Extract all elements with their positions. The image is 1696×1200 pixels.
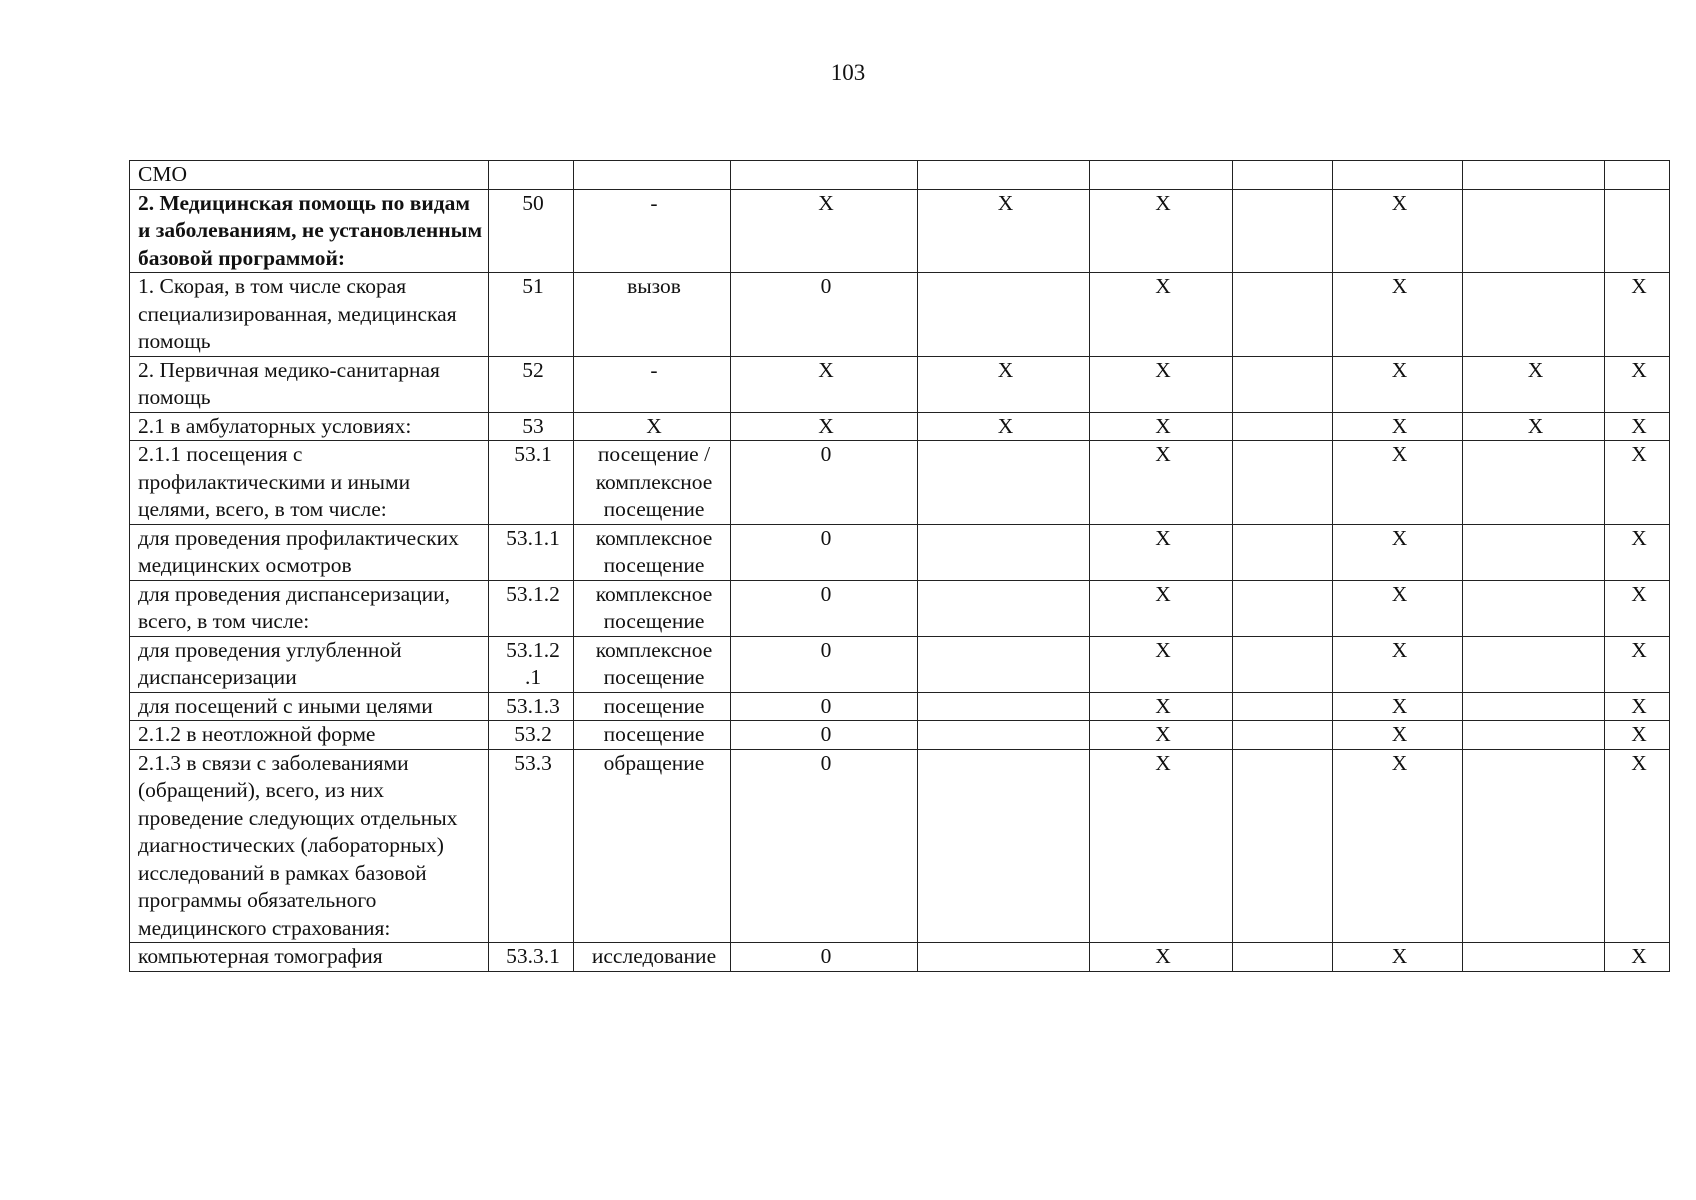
table-row [130, 636, 1670, 692]
unit-cell: X [574, 412, 731, 441]
row-name-cell: 2. Первичная медико-санитарная помощь [130, 356, 489, 412]
value-cell [1233, 161, 1333, 190]
value-cell: X [1090, 721, 1233, 750]
value-cell: X [1463, 356, 1605, 412]
value-cell: X [731, 356, 918, 412]
value-cell [1605, 161, 1670, 190]
value-cell: X [1333, 692, 1463, 721]
value-cell: X [1333, 636, 1463, 692]
value-cell [1233, 749, 1333, 943]
row-number-cell: 53.1.1 [489, 524, 574, 580]
unit-cell: обращение [574, 749, 731, 943]
row-number-cell: 53.1.2 .1 [489, 636, 574, 692]
row-number-cell: 53 [489, 412, 574, 441]
table-body [130, 161, 1670, 972]
row-name-cell: 1. Скорая, в том числе скорая специализированная, медицинская помощь [130, 273, 489, 357]
value-cell [1233, 412, 1333, 441]
value-cell [1233, 943, 1333, 972]
value-cell: X [1090, 412, 1233, 441]
value-cell [918, 721, 1090, 750]
unit-cell: комплексное посещение [574, 524, 731, 580]
page-number: 103 [830, 60, 866, 85]
row-number-cell: 51 [489, 273, 574, 357]
value-cell [1233, 356, 1333, 412]
unit-cell: посещение / комплексное посещение [574, 441, 731, 525]
value-cell [1463, 692, 1605, 721]
row-name-cell: 2.1 в амбулаторных условиях: [130, 412, 489, 441]
value-cell [1233, 524, 1333, 580]
table-row [130, 692, 1670, 721]
value-cell: X [1333, 749, 1463, 943]
value-cell [918, 161, 1090, 190]
row-number-cell: 50 [489, 189, 574, 273]
row-name-cell: 2.1.1 посещения с профилактическими и иными целями, всего, в том числе: [130, 441, 489, 525]
value-cell [1463, 161, 1605, 190]
value-cell [918, 580, 1090, 636]
unit-cell: комплексное посещение [574, 580, 731, 636]
value-cell [1233, 692, 1333, 721]
value-cell: X [1333, 356, 1463, 412]
value-cell [1233, 580, 1333, 636]
value-cell: X [731, 412, 918, 441]
value-cell: X [1333, 580, 1463, 636]
row-number-cell: 53.3.1 [489, 943, 574, 972]
value-cell: 0 [731, 721, 918, 750]
value-cell: X [731, 189, 918, 273]
row-name-cell: СМО [130, 161, 489, 190]
value-cell: 0 [731, 524, 918, 580]
value-cell: 0 [731, 441, 918, 525]
value-cell [1463, 749, 1605, 943]
table-row [130, 412, 1670, 441]
value-cell: 0 [731, 692, 918, 721]
row-number-cell [489, 161, 574, 190]
value-cell: X [918, 356, 1090, 412]
row-number-cell: 53.1.2 [489, 580, 574, 636]
table-row [130, 356, 1670, 412]
row-name-cell: 2.1.2 в неотложной форме [130, 721, 489, 750]
row-name-cell: компьютерная томография [130, 943, 489, 972]
table-row [130, 721, 1670, 750]
value-cell: X [1605, 636, 1670, 692]
unit-cell: вызов [574, 273, 731, 357]
table-row [130, 749, 1670, 943]
value-cell: X [1333, 943, 1463, 972]
value-cell: X [1090, 692, 1233, 721]
unit-cell: комплексное посещение [574, 636, 731, 692]
value-cell [1233, 636, 1333, 692]
table-row [130, 580, 1670, 636]
value-cell: X [1605, 721, 1670, 750]
row-number-cell: 53.3 [489, 749, 574, 943]
table-row [130, 524, 1670, 580]
value-cell: 0 [731, 749, 918, 943]
value-cell [1233, 189, 1333, 273]
value-cell [1233, 441, 1333, 525]
value-cell [1463, 721, 1605, 750]
value-cell [918, 441, 1090, 525]
value-cell: X [1090, 356, 1233, 412]
value-cell: X [1090, 524, 1233, 580]
value-cell [1463, 943, 1605, 972]
unit-cell: посещение [574, 692, 731, 721]
value-cell [918, 749, 1090, 943]
data-table [129, 160, 1670, 972]
value-cell [1605, 189, 1670, 273]
value-cell [1090, 161, 1233, 190]
value-cell: X [1605, 580, 1670, 636]
table-row [130, 161, 1670, 190]
value-cell: X [1090, 636, 1233, 692]
table-row [130, 943, 1670, 972]
value-cell: X [1605, 749, 1670, 943]
value-cell: X [1333, 189, 1463, 273]
unit-cell: - [574, 189, 731, 273]
value-cell: 0 [731, 636, 918, 692]
table-row [130, 273, 1670, 357]
row-name-cell: для посещений с иными целями [130, 692, 489, 721]
row-name-cell: для проведения диспансеризации, всего, в том числе: [130, 580, 489, 636]
row-number-cell: 53.1.3 [489, 692, 574, 721]
value-cell: X [918, 189, 1090, 273]
value-cell: 0 [731, 580, 918, 636]
value-cell: X [918, 412, 1090, 441]
value-cell [1463, 189, 1605, 273]
value-cell: X [1090, 943, 1233, 972]
value-cell: X [1333, 524, 1463, 580]
value-cell [731, 161, 918, 190]
value-cell: X [1090, 580, 1233, 636]
row-number-cell: 52 [489, 356, 574, 412]
value-cell: X [1605, 356, 1670, 412]
value-cell [918, 692, 1090, 721]
value-cell: X [1333, 412, 1463, 441]
value-cell: X [1090, 189, 1233, 273]
value-cell: 0 [731, 943, 918, 972]
row-name-cell: 2.1.3 в связи с заболеваниями (обращений), всего, из них проведение следующих отдельных диагностических (лабораторных) исследований в рамках базовой программы обязательного медицинского страхования: [130, 749, 489, 943]
row-name-cell: для проведения профилактических медицинских осмотров [130, 524, 489, 580]
row-name-cell: для проведения углубленной диспансеризации [130, 636, 489, 692]
value-cell [1463, 273, 1605, 357]
value-cell [918, 524, 1090, 580]
unit-cell: исследование [574, 943, 731, 972]
value-cell [1233, 721, 1333, 750]
unit-cell [574, 161, 731, 190]
value-cell: X [1605, 692, 1670, 721]
value-cell [918, 273, 1090, 357]
value-cell: X [1605, 273, 1670, 357]
value-cell: X [1605, 943, 1670, 972]
value-cell: X [1333, 273, 1463, 357]
value-cell [1463, 636, 1605, 692]
table-row [130, 441, 1670, 525]
value-cell: X [1605, 441, 1670, 525]
row-name-cell: 2. Медицинская помощь по видам и заболеваниям, не установленным базовой программой: [130, 189, 489, 273]
value-cell: X [1090, 441, 1233, 525]
value-cell: X [1605, 412, 1670, 441]
value-cell: X [1605, 524, 1670, 580]
value-cell: X [1090, 273, 1233, 357]
unit-cell: - [574, 356, 731, 412]
row-number-cell: 53.2 [489, 721, 574, 750]
row-number-cell: 53.1 [489, 441, 574, 525]
value-cell: 0 [731, 273, 918, 357]
value-cell: X [1333, 441, 1463, 525]
value-cell [1233, 273, 1333, 357]
value-cell [918, 636, 1090, 692]
value-cell [1463, 580, 1605, 636]
table-row [130, 189, 1670, 273]
value-cell [1463, 524, 1605, 580]
value-cell: X [1333, 721, 1463, 750]
value-cell [1333, 161, 1463, 190]
value-cell: X [1090, 749, 1233, 943]
value-cell: X [1463, 412, 1605, 441]
value-cell [918, 943, 1090, 972]
value-cell [1463, 441, 1605, 525]
unit-cell: посещение [574, 721, 731, 750]
